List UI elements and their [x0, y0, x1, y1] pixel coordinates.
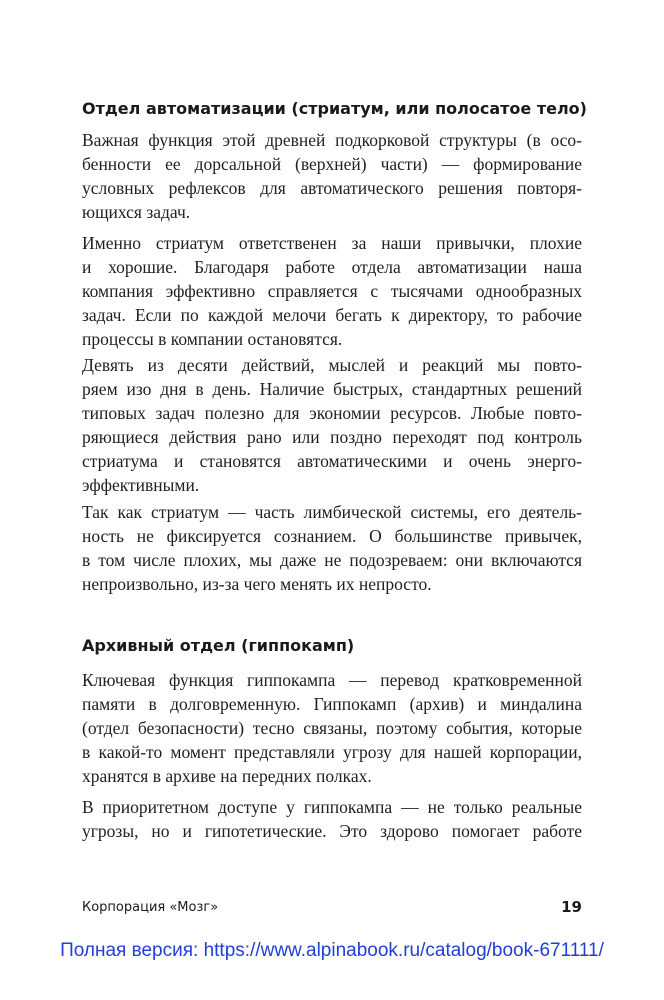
text-line: и хорошие. Благодаря работе отдела автоматизации наша: [82, 257, 582, 277]
paragraph: [82, 128, 582, 224]
text-line: памяти в долговременную. Гиппокамп (архив) и миндалина: [82, 694, 582, 714]
paragraph: [82, 353, 582, 497]
text-line: ряющиеся действия рано или поздно переходят под контроль: [82, 427, 582, 447]
section-heading-hippocampus: Архивный отдел (гиппокамп): [82, 636, 355, 655]
text-line: Так как стриатум — часть лимбической системы, его деятель-: [82, 502, 582, 522]
paragraph: [82, 231, 582, 351]
text-line: Девять из десяти действий, мыслей и реакций мы повто-: [82, 355, 582, 375]
running-footer-title: Корпорация «Мозг»: [82, 900, 219, 915]
text-line: условных рефлексов для автоматического решения повторя-: [82, 178, 582, 198]
paragraph: [82, 795, 582, 843]
text-line: стриатума и становятся автоматическими и очень энерго-: [82, 451, 582, 471]
text-line: бенности ее дорсальной (верхней) части) — формирование: [82, 154, 582, 174]
full-version-link[interactable]: Полная версия: https://www.alpinabook.ru/catalog/book-671111/: [60, 940, 604, 961]
text-line: типовых задач полезно для экономии ресурсов. Любые повто-: [82, 403, 582, 423]
text-line: хранятся в архиве на передних полках.: [82, 766, 372, 786]
paragraph: [82, 668, 582, 788]
page-number: 19: [561, 898, 582, 916]
text-line: Именно стриатум ответственен за наши привычки, плохие: [82, 233, 582, 253]
text-line: (отдел безопасности) тесно связаны, поэтому события, которые: [82, 718, 582, 738]
text-line: ность не фиксируется сознанием. О большинстве привычек,: [82, 526, 582, 546]
text-line: в том числе плохих, мы даже не подозреваем: они включаются: [82, 550, 582, 570]
text-line: непроизвольно, из-за чего менять их непросто.: [82, 574, 432, 594]
text-line: эффективными.: [82, 475, 200, 495]
text-line: компания эффективно справляется с тысячами однообразных: [82, 281, 582, 301]
text-line: ряем изо дня в день. Наличие быстрых, стандартных решений: [82, 379, 582, 399]
paragraph: [82, 500, 582, 596]
section-heading-striatum: Отдел автоматизации (стриатум, или полосатое тело): [82, 99, 587, 118]
text-line: задач. Если по каждой мелочи бегать к директору, то рабочие: [82, 305, 582, 325]
text-line: в какой-то момент представляли угрозу для нашей корпорации,: [82, 742, 582, 762]
text-line: процессы в компании остановятся.: [82, 329, 343, 349]
text-line: В приоритетном доступе у гиппокампа — не только реальные: [82, 797, 582, 817]
text-line: Ключевая функция гиппокампа — перевод кратковременной: [82, 670, 582, 690]
text-line: Важная функция этой древней подкорковой структуры (в осо-: [82, 130, 582, 150]
text-line: ющихся задач.: [82, 202, 191, 222]
text-line: угрозы, но и гипотетические. Это здорово помогает работе: [82, 821, 582, 841]
